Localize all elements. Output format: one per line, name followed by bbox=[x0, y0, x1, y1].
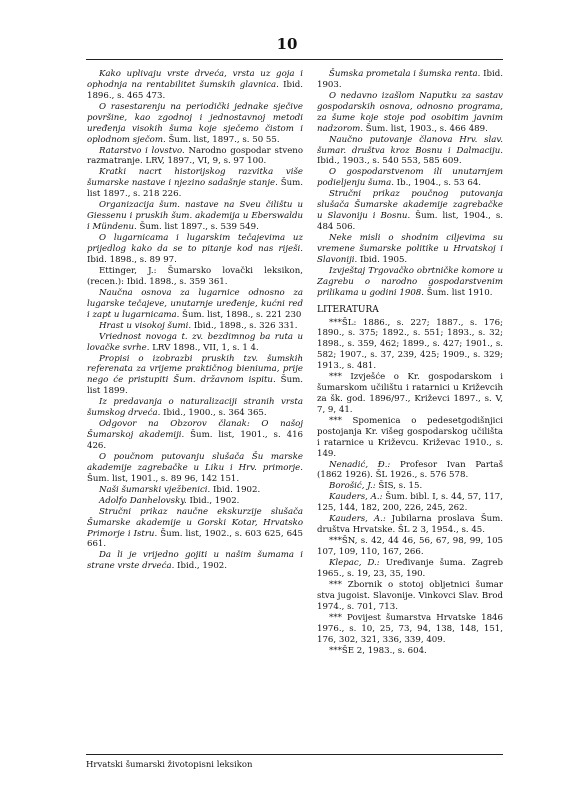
entry-reference: Ibid., 1902. bbox=[186, 495, 240, 506]
entry-reference: ***ŠE 2, 1983., s. 604. bbox=[329, 645, 427, 656]
entry-reference: Ibid. 1903. bbox=[317, 69, 504, 90]
bibliography-entry bbox=[317, 613, 503, 646]
bibliography-entry bbox=[317, 580, 503, 613]
entry-title: Hrast u visokoj šumi. bbox=[99, 320, 192, 331]
bibliography-entry bbox=[317, 416, 503, 460]
entry-reference: Uređivanje šuma. Zagreb 1965., s. 19, 23, 35, 190. bbox=[317, 558, 503, 580]
bibliography-entry bbox=[317, 167, 503, 189]
bibliography-entry bbox=[87, 200, 303, 233]
entry-reference: ***ŠN, s. 42, 44 46, 56, 67, 98, 99, 105 107, 109, 110, 167, 266. bbox=[317, 536, 503, 558]
bibliography-entry bbox=[317, 318, 503, 373]
entry-reference: *** Zbornik o stotoj obljetnici šumar stva jugoist. Slavonije. Vinkovci Slav. Brod 1974., s. 701, 713. bbox=[317, 580, 503, 612]
entry-reference: Šum. list, 1898., s. 221 230 bbox=[179, 309, 302, 320]
entry-title: O lugarnicama i lugarskim tečajevima uz prijedlog kako da se to pitanje kod nas riješi. bbox=[87, 233, 303, 254]
bibliography-entry bbox=[87, 233, 303, 266]
right-column bbox=[317, 69, 503, 657]
bibliography-entry bbox=[87, 452, 303, 485]
bibliography-entry bbox=[87, 354, 303, 398]
entry-reference: Šum. list, 1904., s. 484 506. bbox=[317, 211, 503, 233]
entry-reference: Šum. list 1899. bbox=[87, 375, 303, 397]
entry-title: Izvještaj Trgovačko obrtničke komore u Zagrebu o narodno gospodarstvenim prilikama u godini 1908. bbox=[317, 265, 503, 298]
entry-title: Kratki nacrt historijskog razvitka više šumarske nastave i njezino sadašnje stanje. bbox=[87, 167, 303, 189]
entry-reference: Ibid., 1898., s. 326 331. bbox=[191, 320, 298, 331]
bibliography-entry bbox=[317, 189, 503, 233]
entry-title: Kako uplivaju vrste drveća, vrsta uz goja i ophodnja na rentabilitet šumskih glavnica. bbox=[87, 69, 303, 90]
entry-reference: Šum. list 1897., s. 218 226. bbox=[87, 178, 303, 200]
bibliography-entry bbox=[87, 167, 303, 200]
bibliography-entry bbox=[87, 288, 303, 321]
entry-title: Propisi o izobrazbi pruskih tzv. šumskih referenata za vrijeme praktičnog bieniuma, prije nego će pristupiti Šum. državnom ispitu. bbox=[87, 353, 303, 386]
entry-reference: Profesor Ivan Partaš (1862 1926). ŠL 1926., s. 576 578. bbox=[317, 459, 503, 481]
entry-title: Odgovor na Obzorov članak: O našoj Šumarskoj akademiji. bbox=[87, 419, 303, 441]
bibliography-entry bbox=[87, 266, 303, 288]
bibliography-entry bbox=[317, 266, 503, 299]
bibliography-entry bbox=[87, 146, 303, 168]
entry-title: Stručni prikaz poučnog putovanja slušača Šumarske akademije zagrebačke u Slavoniju i Bosnu. bbox=[317, 189, 503, 222]
entry-title: Kauders, A.: bbox=[329, 492, 383, 503]
bibliography-entry bbox=[317, 69, 503, 91]
entry-reference: LRV 1898., VII, 1, s. 1 4. bbox=[149, 342, 259, 353]
entry-title: Da li je vrijedno gojiti u našim šumama i strane vrste drveća. bbox=[87, 550, 303, 572]
literature-list bbox=[317, 318, 503, 657]
bibliography-entry bbox=[317, 492, 503, 514]
entry-title: Neke misli o shodnim ciljevima su vremene šumarske politike u Hrvatskoj i Slavoniji. bbox=[317, 233, 503, 265]
entry-title: Organizacija šum. nastave na Sveu čilištu u Giessenu i pruskih šum. akademija u Eberswaldu i Mündenu. bbox=[87, 200, 303, 233]
entry-reference: Ibid., 1902. bbox=[174, 561, 227, 572]
footer-rule bbox=[86, 754, 503, 755]
entry-reference: Šum. list 1897., s. 539 549. bbox=[136, 222, 259, 233]
entry-reference: Ibid., 1903., s. 540 553, 585 609. bbox=[317, 156, 462, 167]
entry-title: Šumska prometala i šumska renta. bbox=[329, 69, 481, 79]
entry-title: Kauders, A.: bbox=[329, 514, 386, 525]
bibliography-entry bbox=[87, 332, 303, 354]
entry-reference: Ibid. 1902. bbox=[210, 484, 261, 495]
bibliography-entry bbox=[317, 91, 503, 135]
entry-title: Naši šumarski vježbenici. bbox=[99, 484, 211, 495]
entry-reference: ŠIS, s. 15. bbox=[375, 481, 423, 492]
bibliography-entry bbox=[317, 646, 503, 657]
bibliography-entry bbox=[87, 496, 303, 507]
header-rule bbox=[86, 59, 503, 60]
bibliography-entry bbox=[317, 481, 503, 492]
bibliography-entry bbox=[87, 69, 303, 102]
entry-reference: Šum. list, 1897., s. 50 55. bbox=[165, 134, 280, 145]
bibliography-entry bbox=[87, 102, 303, 146]
bibliography-entry bbox=[317, 233, 503, 266]
entry-title: Klepac, D.: bbox=[329, 558, 380, 569]
left-column bbox=[87, 69, 303, 572]
entry-title: Naučna osnova za lugarnice odnosno za lugarske tečajeve, unutarnje uređenje, kućni red i zapt u lugarnicama. bbox=[87, 287, 303, 320]
entry-title: Iz predavanja o naturalizaciji stranih vrsta šumskog drveća. bbox=[87, 397, 303, 419]
entry-reference: Šum. list, 1902., s. 603 625, 645 661. bbox=[87, 528, 303, 550]
bibliography-entry bbox=[317, 372, 503, 416]
entry-reference: Narodno gospodar stveno razmatranje. LRV, 1897., VI, 9, s. 97 100. bbox=[87, 145, 303, 167]
entry-reference: Šum. list, 1901., s. 89 96, 142 151. bbox=[87, 473, 240, 484]
entry-reference: Ibid. 1898., s. 89 97. bbox=[87, 254, 177, 265]
bibliography-entry bbox=[87, 419, 303, 452]
entry-title: O poučnom putovanju slušača Šu marske akademije zagrebačke u Liku i Hrv. primorje. bbox=[87, 451, 303, 473]
entry-title: O nedavno izašlom Naputku za sastav gospodarskih osnova, odnosno programa, za šume koje stoje pod osobitim javnim nadzorom. bbox=[317, 90, 503, 134]
entry-reference: ***ŠL: 1886., s. 227; 1887., s. 176; 1890., s. 375; 1892., s. 551; 1893., s. 32; 1898., s. 359, 462; 1899., s. 427; 1901., s. 582; 1907., s. 37, 239, 425; 1909., s. 329; 1913., s. 481. bbox=[317, 317, 503, 372]
right-entries bbox=[317, 69, 503, 299]
bibliography-entry bbox=[87, 550, 303, 572]
entry-reference: Šum. bibl. I, s. 44, 57, 117, 125, 144, 182, 200, 226, 245, 262. bbox=[317, 492, 503, 514]
bibliography-entry bbox=[317, 460, 503, 482]
entry-reference: Ib., 1904., s. 53 64. bbox=[393, 178, 482, 189]
bibliography-entry bbox=[87, 507, 303, 551]
entry-reference: *** Povijest šumarstva Hrvatske 1846 1976., s. 10, 25, 73, 94, 138, 148, 151, 176, 302, 321, 336, 339, 409. bbox=[317, 612, 503, 645]
bibliography-entry bbox=[317, 135, 503, 168]
entry-title: O gospodarstvenom ili unutarnjem podieljenju šuma. bbox=[317, 167, 503, 189]
entry-title: Nenadić, Đ.: bbox=[329, 459, 391, 470]
bibliography-entry bbox=[317, 514, 503, 536]
entry-reference: Ibid., 1900., s. 364 365. bbox=[160, 408, 267, 419]
entry-title: Stručni prikaz naučne ekskurzije slušača Šumarske akademije u Gorski Kotar, Hrvatsko Primorje i Istru. bbox=[87, 506, 303, 539]
entry-title: O rasestarenju na periodički jednake sječive površine, kao zgodnoj i jednostavnoj metodi uređenja visokih šuma koje sječemo čistom i oplodnom sječom. bbox=[87, 101, 303, 145]
footer-text: Hrvatski šumarski životopisni leksikon bbox=[86, 760, 253, 770]
entry-title: Vriednost novoga t. zv. bezdimnog ba ruta u lovačke svrhe. bbox=[87, 331, 303, 353]
bibliography-entry bbox=[87, 321, 303, 332]
entry-reference: Šum. list, 1901., s. 416 426. bbox=[87, 430, 304, 451]
entry-reference: Šum. list, 1903., s. 466 489. bbox=[363, 123, 488, 134]
entry-title: Naučno putovanje članova Hrv. slav. šumar. društva kroz Bosnu i Dalmaciju. bbox=[317, 134, 503, 156]
page-number: 10 bbox=[276, 35, 298, 53]
bibliography-entry bbox=[87, 397, 303, 419]
entry-reference: Ibid. 1896., s. 465 473. bbox=[87, 79, 304, 101]
entry-reference: Ibid. 1905. bbox=[357, 254, 408, 265]
bibliography-entry bbox=[87, 485, 303, 496]
entry-reference: *** Spomenica o pedesetgodišnjici postojanja Kr. višeg gospodarskog učilišta i ratarnice u Križevcu. Križevac 1910., s. 149. bbox=[317, 415, 503, 459]
entry-reference: Ettinger, J.: Šumarsko lovački leksikon, (recen.): Ibid. 1898., s. 359 361. bbox=[87, 265, 303, 287]
entry-reference: Šum. list 1910. bbox=[424, 287, 493, 298]
entry-title: Adolfo Danhelovsky. bbox=[99, 495, 187, 506]
entry-reference: Jubilarna proslava Šum. društva Hrvatske. ŠL 2 3, 1954., s. 45. bbox=[317, 514, 503, 536]
entry-reference: *** Izvješće o Kr. gospodarskom i šumarskom učilištu i ratarnici u Križevcih za šk. god. 1896/97., Križevci 1897., s. V, 7, 9, 41. bbox=[317, 372, 503, 415]
literature-heading: LITERATURA bbox=[317, 304, 379, 315]
bibliography-entry bbox=[317, 536, 503, 558]
entry-title: Ratarstvo i lovstvo. bbox=[99, 145, 185, 156]
bibliography-entry bbox=[317, 558, 503, 580]
entry-title: Borošić, J.: bbox=[329, 481, 376, 492]
